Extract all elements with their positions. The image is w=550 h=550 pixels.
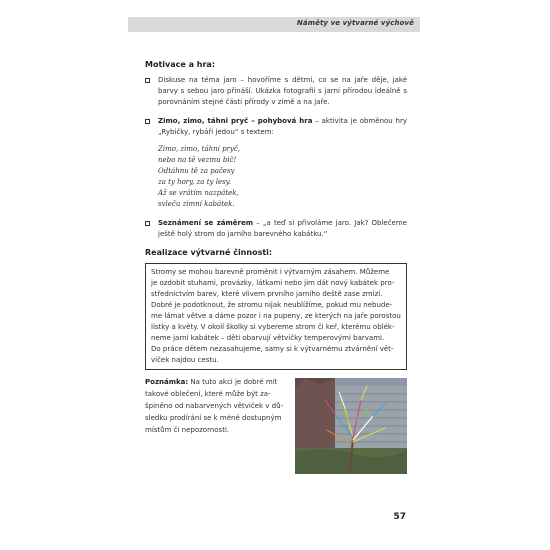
running-header-title: Náměty ve výtvarné výchově	[296, 19, 414, 27]
realization-line: neme jarní kabátek – děti obarvují větvičky temperovými barvami.	[151, 334, 385, 342]
note-section	[145, 376, 407, 476]
realization-line: Do práce dětem nezasahujeme, samy si k výtvarnému ztvárnění vět-	[151, 345, 394, 353]
book-page	[128, 0, 420, 550]
page-number: 57	[393, 512, 406, 522]
poem-line: za ty hory, za ty lesy.	[158, 178, 231, 186]
note-first-line-text: Na tuto akci je dobré mít	[188, 378, 278, 386]
page-content	[145, 60, 407, 476]
bullet-intention	[145, 218, 407, 240]
note-text	[145, 376, 290, 436]
realization-line: me lámat větve a dáme pozor i na pupeny, ze kterých na jaře porostou	[151, 312, 401, 320]
realization-line: lístky a květy. V okolí školky si vybereme strom či keř, kterému oblék-	[151, 323, 395, 331]
realization-line: viček najdou cestu.	[151, 356, 219, 364]
note-line: takové oblečení, které může být za-	[145, 390, 271, 398]
note-line: špiněno od nabarvených větviček v dů-	[145, 402, 284, 410]
note-label: Poznámka:	[145, 378, 189, 386]
realization-line: Stromy se mohou barevně proměnit i výtvarným zásahem. Můžeme	[151, 268, 390, 276]
realization-line: střednictvím barev, které vlivem prvního jarního deště zase zmizí.	[151, 290, 383, 298]
realization-box	[145, 263, 407, 370]
poem-line: Zimo, zimo, táhni pryč,	[158, 145, 241, 153]
bullet-game-text: – aktivita je obměnou hry „Rybičky, rybáři jedou“ s textem:	[158, 117, 408, 136]
note-first-line	[145, 376, 290, 388]
poem-line: svleču zimní kabátek.	[158, 200, 235, 208]
bullet-game-title: Zimo, zimo, táhni pryč – pohybová hra	[158, 117, 313, 125]
bullet-intention-title: Seznámení se záměrem	[158, 219, 254, 227]
poem-line: nebo na tě vezmu bič!	[158, 156, 237, 164]
bullet-discussion	[145, 75, 407, 108]
poem	[158, 144, 407, 210]
bullet-discussion-text: Diskuse na téma jaro – hovoříme s dětmi, co se na jaře děje, jaké barvy s sebou jaro přináší. Ukázka fotografií s jarní přírodou ideálně s porovnáním stejné části přírody v zimě a na jaře.	[158, 76, 407, 106]
poem-line: Až se vrátím nazpátek,	[158, 189, 239, 197]
realization-line: je ozdobit stuhami, provázky, látkami nebo jim dát nový kabátek pro-	[151, 279, 395, 287]
realization-line: Dobré je podotknout, že stromu nijak neublížíme, pokud mu nebude-	[151, 301, 393, 309]
running-header	[128, 17, 420, 32]
note-line: sledku prodírání se k méně dostupným	[145, 414, 282, 422]
note-line: místům či nepozornosti.	[145, 426, 230, 434]
bullet-intention-text: – „a teď si přivoláme jaro. Jak? Oblečeme ještě holý strom do jarního barevného kabátku.“	[158, 219, 407, 238]
checkbox-bullet-icon	[145, 119, 150, 124]
tree-photo	[295, 378, 407, 474]
bullet-game	[145, 116, 407, 138]
poem-line: Odtáhnu tě za pačesy	[158, 167, 235, 175]
checkbox-bullet-icon	[145, 78, 150, 83]
checkbox-bullet-icon	[145, 221, 150, 226]
section-title-motivation: Motivace a hra:	[145, 60, 216, 69]
section-title-realization: Realizace výtvarné činnosti:	[145, 248, 273, 257]
